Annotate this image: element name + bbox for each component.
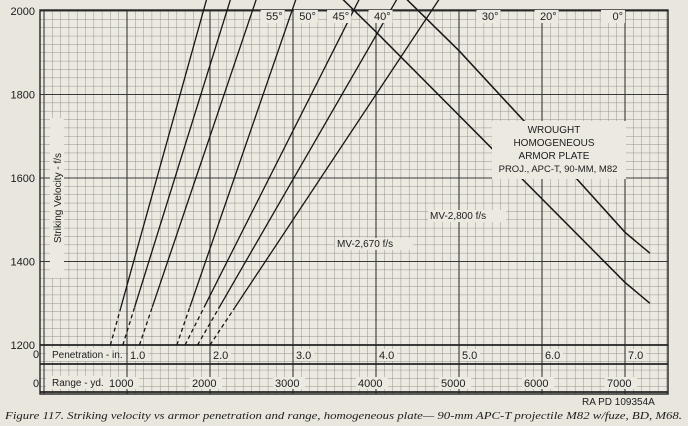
range-axis-label: Range - yd. xyxy=(52,378,104,389)
penetration-axis-label: Penetration - in. xyxy=(52,350,123,361)
range-tick-label: 6000 xyxy=(524,378,549,390)
angle-label: 50° xyxy=(299,11,316,23)
penetration-tick-label: 6.0 xyxy=(545,350,561,362)
y-tick-label: 1400 xyxy=(10,256,35,269)
y-tick-label: 1600 xyxy=(10,173,35,185)
range-tick-label: 2000 xyxy=(192,378,217,390)
range-series-label: MV-2,670 f/s xyxy=(337,239,394,250)
penetration-tick-label: 7.0 xyxy=(628,350,644,362)
penetration-tick-label: 5.0 xyxy=(462,350,478,362)
range-tick-label: 5000 xyxy=(441,378,466,390)
penetration-tick-label: 2.0 xyxy=(213,350,229,362)
annotation-line-4: PROJ., APC-T, 90-MM, M82 xyxy=(498,164,618,175)
y-axis-tick-labels xyxy=(11,0,35,352)
reference-number: RA PD 109354A xyxy=(582,397,655,408)
annotation-line-3: ARMOR PLATE xyxy=(518,151,590,162)
angle-label: 20° xyxy=(539,11,557,23)
y-tick-label: 1800 xyxy=(10,89,35,102)
annotation-line-2: HOMOGENEOUS xyxy=(513,138,595,149)
angle-label: 0° xyxy=(612,11,623,23)
penetration-tick-label: 3.0 xyxy=(296,350,312,362)
range-tick-label: 7000 xyxy=(607,378,632,390)
angle-label: 55° xyxy=(266,11,283,23)
range-series-label: MV-2,800 f/s xyxy=(430,211,487,222)
y-axis-label: Striking Velocity - f/s xyxy=(53,152,64,244)
range-tick-label: 1000 xyxy=(109,378,134,390)
range-tick-label: 3000 xyxy=(275,378,300,390)
range-tick-label: 4000 xyxy=(358,378,383,390)
angle-label: 40° xyxy=(373,11,391,23)
penetration-zero-label: 0 xyxy=(33,349,40,361)
figure-caption: Figure 117. Striking velocity vs armor penetration and range, homogeneous plate— 90-mm APC-T projectile M82 w/fuze, BD, M68. xyxy=(3,411,683,422)
angle-label: 30° xyxy=(481,11,499,23)
y-tick-label: 2000 xyxy=(10,6,35,18)
range-zero-label: 0 xyxy=(33,378,40,390)
plot-background xyxy=(40,10,668,394)
y-tick-label: 1200 xyxy=(10,340,35,352)
penetration-tick-label: 4.0 xyxy=(379,350,395,362)
angle-label: 45° xyxy=(332,11,350,23)
annotation-line-1: WROUGHT xyxy=(527,125,581,136)
penetration-tick-label: 1.0 xyxy=(130,350,146,362)
